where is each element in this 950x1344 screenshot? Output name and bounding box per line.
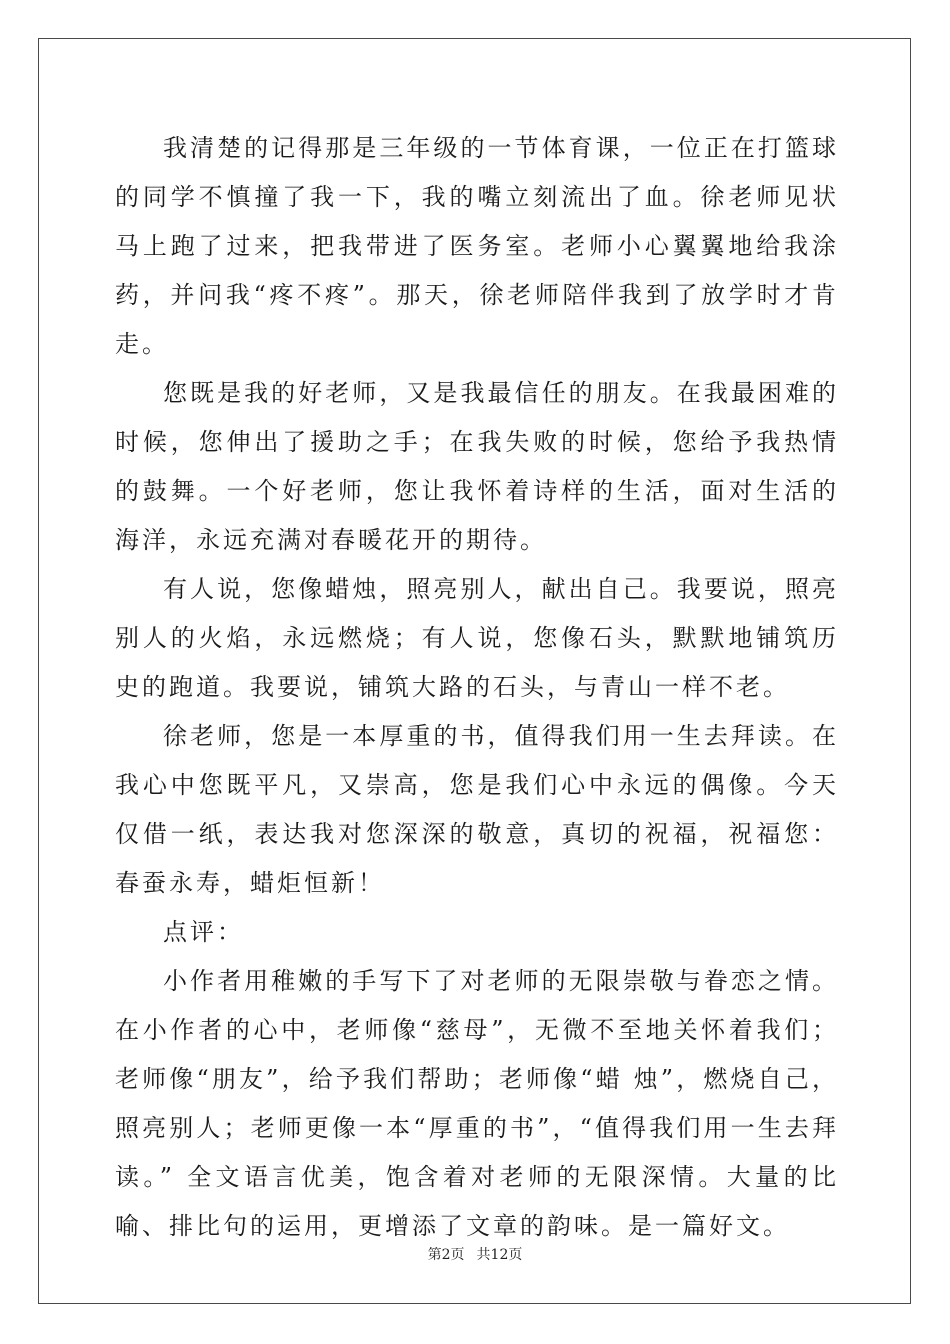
current-page-number: 第2页 xyxy=(427,1247,465,1263)
total-page-count: 共12页 xyxy=(476,1247,523,1263)
review-heading: 点评： xyxy=(163,918,244,946)
page-footer xyxy=(0,1244,950,1264)
paragraph: 您既是我的好老师，又是我最信任的朋友。在我最困难的时候，您伸出了援助之手；在我失败的时候，您给予我热情的鼓舞。一个好老师，您让我怀着诗样的生活，面对生活的海洋，永远充满对春暖花开的期待。 xyxy=(115,379,839,554)
paragraph: 有人说，您像蜡烛，照亮别人，献出自己。我要说，照亮别人的火焰，永远燃烧；有人说，您像石头，默默地铺筑历史的跑道。我要说，铺筑大路的石头，与青山一样不老。 xyxy=(115,575,839,701)
document-body xyxy=(115,124,839,1251)
review-paragraph: 小作者用稚嫩的手写下了对老师的无限崇敬与眷恋之情。在小作者的心中，老师像“慈母”，无微不至地关怀着我们；老师像“朋友”，给予我们帮助；老师像“蜡 烛”，燃烧自己，照亮别人；老师更像一本“厚重的书”，“值得我们用一生去拜读。” 全文语言优美，饱含着对老师的无限深情。大量的比喻、排比句的运用，更增添了文章的韵味。是一篇好文。 xyxy=(115,967,839,1240)
paragraph: 我清楚的记得那是三年级的一节体育课，一位正在打篮球的同学不慎撞了我一下，我的嘴立刻流出了血。徐老师见状马上跑了过来，把我带进了医务室。老师小心翼翼地给我涂药，并问我“疼不疼”。那天，徐老师陪伴我到了放学时才肯走。 xyxy=(115,134,839,358)
paragraph: 徐老师，您是一本厚重的书，值得我们用一生去拜读。在我心中您既平凡，又崇高，您是我们心中永远的偶像。今天仅借一纸，表达我对您深深的敬意，真切的祝福，祝福您：春蚕永寿，蜡炬恒新！ xyxy=(115,722,839,897)
